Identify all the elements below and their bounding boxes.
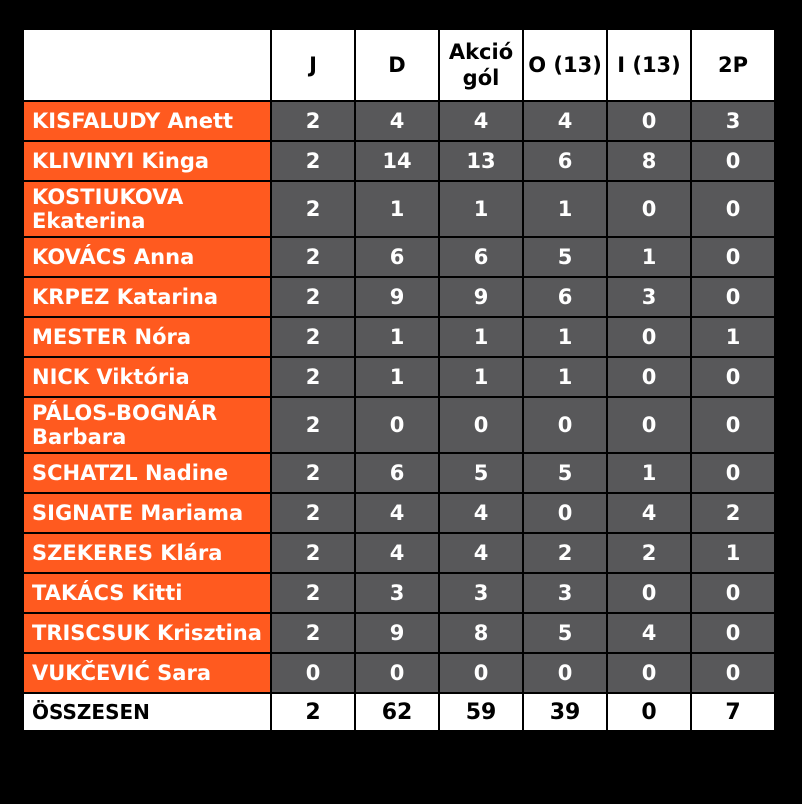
stat-cell: 4 [523, 101, 607, 141]
stat-cell: 0 [691, 397, 775, 453]
stat-cell: 0 [691, 453, 775, 493]
stat-cell: 4 [355, 493, 439, 533]
header-2p: 2P [691, 29, 775, 101]
stat-cell: 0 [691, 277, 775, 317]
stat-cell: 5 [523, 237, 607, 277]
stat-cell: 4 [355, 101, 439, 141]
table-row [23, 653, 775, 693]
player-name: VUKČEVIĆ Sara [23, 653, 271, 693]
header-j: J [271, 29, 355, 101]
stat-cell: 0 [607, 397, 691, 453]
total-cell: 2 [271, 693, 355, 731]
stat-cell: 4 [439, 101, 523, 141]
stat-cell: 2 [271, 453, 355, 493]
header-name [23, 29, 271, 101]
player-name: MESTER Nóra [23, 317, 271, 357]
stat-cell: 9 [355, 277, 439, 317]
stat-cell: 2 [271, 101, 355, 141]
table-row [23, 101, 775, 141]
player-name: TAKÁCS Kitti [23, 573, 271, 613]
total-cell: 39 [523, 693, 607, 731]
stat-cell: 14 [355, 141, 439, 181]
stat-cell: 0 [439, 653, 523, 693]
stat-cell: 3 [439, 573, 523, 613]
stat-cell: 0 [355, 397, 439, 453]
stat-cell: 6 [523, 277, 607, 317]
total-row [23, 693, 775, 731]
table-row [23, 141, 775, 181]
stat-cell: 1 [439, 357, 523, 397]
stat-cell: 8 [439, 613, 523, 653]
header-row [23, 29, 775, 101]
stat-cell: 4 [355, 533, 439, 573]
stat-cell: 0 [691, 613, 775, 653]
stat-cell: 8 [607, 141, 691, 181]
stat-cell: 1 [523, 181, 607, 237]
stat-cell: 5 [439, 453, 523, 493]
header-d: D [355, 29, 439, 101]
stat-cell: 2 [271, 613, 355, 653]
stat-cell: 0 [691, 181, 775, 237]
stat-cell: 2 [271, 277, 355, 317]
stat-cell: 0 [691, 141, 775, 181]
player-name: KISFALUDY Anett [23, 101, 271, 141]
table-row [23, 181, 775, 237]
stat-cell: 0 [439, 397, 523, 453]
stat-cell: 1 [691, 317, 775, 357]
stat-cell: 1 [523, 317, 607, 357]
stat-cell: 6 [355, 237, 439, 277]
stat-cell: 2 [271, 573, 355, 613]
stat-cell: 2 [271, 533, 355, 573]
header-akcio-gol: Akció gól [439, 29, 523, 101]
stat-cell: 2 [271, 493, 355, 533]
total-cell: 59 [439, 693, 523, 731]
stat-cell: 1 [523, 357, 607, 397]
total-cell: 7 [691, 693, 775, 731]
table-row [23, 533, 775, 573]
player-name: PÁLOS-BOGNÁR Barbara [23, 397, 271, 453]
table-row [23, 397, 775, 453]
table-row [23, 453, 775, 493]
player-name: SCHATZL Nadine [23, 453, 271, 493]
stat-cell: 1 [439, 181, 523, 237]
stat-cell: 0 [523, 397, 607, 453]
stat-cell: 4 [607, 613, 691, 653]
stat-cell: 3 [691, 101, 775, 141]
stat-cell: 1 [691, 533, 775, 573]
table-row [23, 357, 775, 397]
stat-cell: 3 [355, 573, 439, 613]
stat-cell: 0 [691, 237, 775, 277]
stat-cell: 0 [691, 573, 775, 613]
stat-cell: 0 [607, 653, 691, 693]
header-o13: O (13) [523, 29, 607, 101]
table-row [23, 493, 775, 533]
stat-cell: 1 [607, 453, 691, 493]
total-label: ÖSSZESEN [23, 693, 271, 731]
stat-cell: 1 [355, 181, 439, 237]
stat-cell: 0 [607, 573, 691, 613]
stat-cell: 1 [439, 317, 523, 357]
stat-cell: 0 [523, 653, 607, 693]
stat-cell: 1 [355, 357, 439, 397]
total-cell: 62 [355, 693, 439, 731]
stat-cell: 2 [271, 141, 355, 181]
table-row [23, 237, 775, 277]
stat-cell: 9 [355, 613, 439, 653]
stat-cell: 3 [607, 277, 691, 317]
stat-cell: 0 [271, 653, 355, 693]
stat-cell: 4 [439, 533, 523, 573]
table-row [23, 277, 775, 317]
stat-cell: 1 [355, 317, 439, 357]
player-name: KRPEZ Katarina [23, 277, 271, 317]
stat-cell: 2 [271, 181, 355, 237]
player-name: SZEKERES Klára [23, 533, 271, 573]
player-name: NICK Viktória [23, 357, 271, 397]
stat-cell: 6 [439, 237, 523, 277]
stat-cell: 2 [271, 357, 355, 397]
stat-cell: 13 [439, 141, 523, 181]
player-name: KOVÁCS Anna [23, 237, 271, 277]
header-i13: I (13) [607, 29, 691, 101]
stat-cell: 4 [607, 493, 691, 533]
table-row [23, 317, 775, 357]
stat-cell: 0 [607, 101, 691, 141]
stat-cell: 0 [523, 493, 607, 533]
stat-cell: 4 [439, 493, 523, 533]
stat-cell: 5 [523, 453, 607, 493]
stat-cell: 0 [691, 357, 775, 397]
player-stats-table [22, 28, 776, 732]
stat-cell: 9 [439, 277, 523, 317]
stat-cell: 6 [523, 141, 607, 181]
stat-cell: 0 [691, 653, 775, 693]
total-cell: 0 [607, 693, 691, 731]
stat-cell: 2 [271, 397, 355, 453]
stat-cell: 0 [355, 653, 439, 693]
player-name: SIGNATE Mariama [23, 493, 271, 533]
stat-cell: 2 [607, 533, 691, 573]
stat-cell: 2 [691, 493, 775, 533]
stat-cell: 1 [607, 237, 691, 277]
stat-cell: 2 [523, 533, 607, 573]
player-name: KOSTIUKOVA Ekaterina [23, 181, 271, 237]
table-row [23, 573, 775, 613]
player-name: TRISCSUK Krisztina [23, 613, 271, 653]
stat-cell: 0 [607, 357, 691, 397]
stat-cell: 0 [607, 181, 691, 237]
stat-cell: 6 [355, 453, 439, 493]
stat-cell: 2 [271, 237, 355, 277]
stat-cell: 0 [607, 317, 691, 357]
stat-cell: 5 [523, 613, 607, 653]
table-row [23, 613, 775, 653]
stat-cell: 3 [523, 573, 607, 613]
stat-cell: 2 [271, 317, 355, 357]
player-name: KLIVINYI Kinga [23, 141, 271, 181]
